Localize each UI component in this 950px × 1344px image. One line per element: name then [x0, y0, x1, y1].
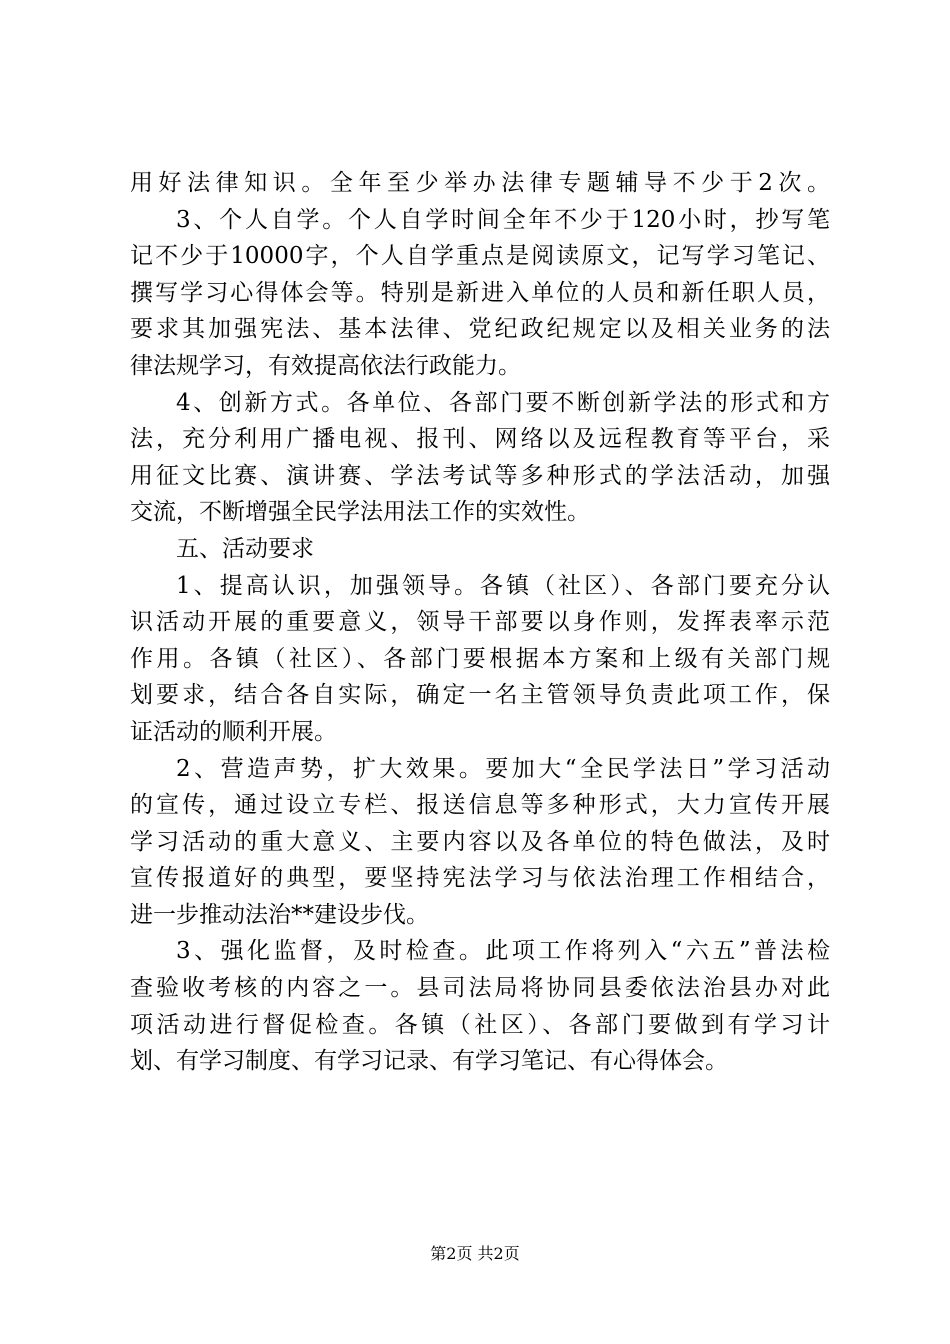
paragraph-line: 划、有学习制度、有学习记录、有学习笔记、有心得体会。: [130, 1048, 728, 1075]
paragraph-line: 用好法律知识。全年至少举办法律专题辅导不少于2次。: [130, 170, 830, 196]
paragraph-line: 的宣传，通过设立专栏、报送信息等多种形式，大力宣传开展: [130, 792, 830, 819]
paragraph-line: 撰写学习心得体会等。特别是新进入单位的人员和新任职人员，: [130, 279, 830, 306]
paragraph-line: 作用。各镇（社区）、各部门要根据本方案和上级有关部门规: [130, 645, 830, 672]
paragraph-line: 法，充分利用广播电视、报刊、网络以及远程教育等平台，采: [130, 426, 830, 453]
paragraph-line: 项活动进行督促检查。各镇（社区）、各部门要做到有学习计: [130, 1011, 830, 1038]
paragraph-line: 3、强化监督，及时检查。此项工作将列入“六五”普法检: [176, 938, 830, 965]
section-heading: 五、活动要求: [176, 535, 314, 562]
paragraph-line: 2、营造声势，扩大效果。要加大“全民学法日”学习活动: [176, 755, 830, 782]
paragraph-line: 查验收考核的内容之一。县司法局将协同县委依法治县办对此: [130, 975, 830, 1002]
paragraph-line: 交流，不断增强全民学法用法工作的实效性。: [130, 499, 590, 526]
paragraph-line: 进一步推动法治**建设步伐。: [130, 901, 429, 928]
paragraph-line: 用征文比赛、演讲赛、学法考试等多种形式的学法活动，加强: [130, 462, 830, 489]
paragraph-line: 要求其加强宪法、基本法律、党纪政纪规定以及相关业务的法: [130, 316, 830, 343]
paragraph-line: 律法规学习，有效提高依法行政能力。: [130, 352, 521, 379]
page-number-footer: 第2页 共2页: [430, 1244, 520, 1263]
paragraph-line: 4、创新方式。各单位、各部门要不断创新学法的形式和方: [176, 389, 830, 416]
paragraph-line: 3、个人自学。个人自学时间全年不少于120小时，抄写笔: [176, 206, 830, 233]
paragraph-line: 证活动的顺利开展。: [130, 718, 337, 745]
paragraph-line: 学习活动的重大意义、主要内容以及各单位的特色做法，及时: [130, 828, 830, 855]
paragraph-line: 1、提高认识，加强领导。各镇（社区）、各部门要充分认: [176, 572, 830, 599]
paragraph-line: 划要求，结合各自实际，确定一名主管领导负责此项工作，保: [130, 682, 830, 709]
paragraph-line: 记不少于10000字，个人自学重点是阅读原文，记写学习笔记、: [130, 243, 830, 270]
document-body: [130, 165, 830, 1080]
paragraph-line: 宣传报道好的典型，要坚持宪法学习与依法治理工作相结合，: [130, 865, 830, 892]
paragraph-line: 识活动开展的重要意义，领导干部要以身作则，发挥表率示范: [130, 609, 830, 636]
